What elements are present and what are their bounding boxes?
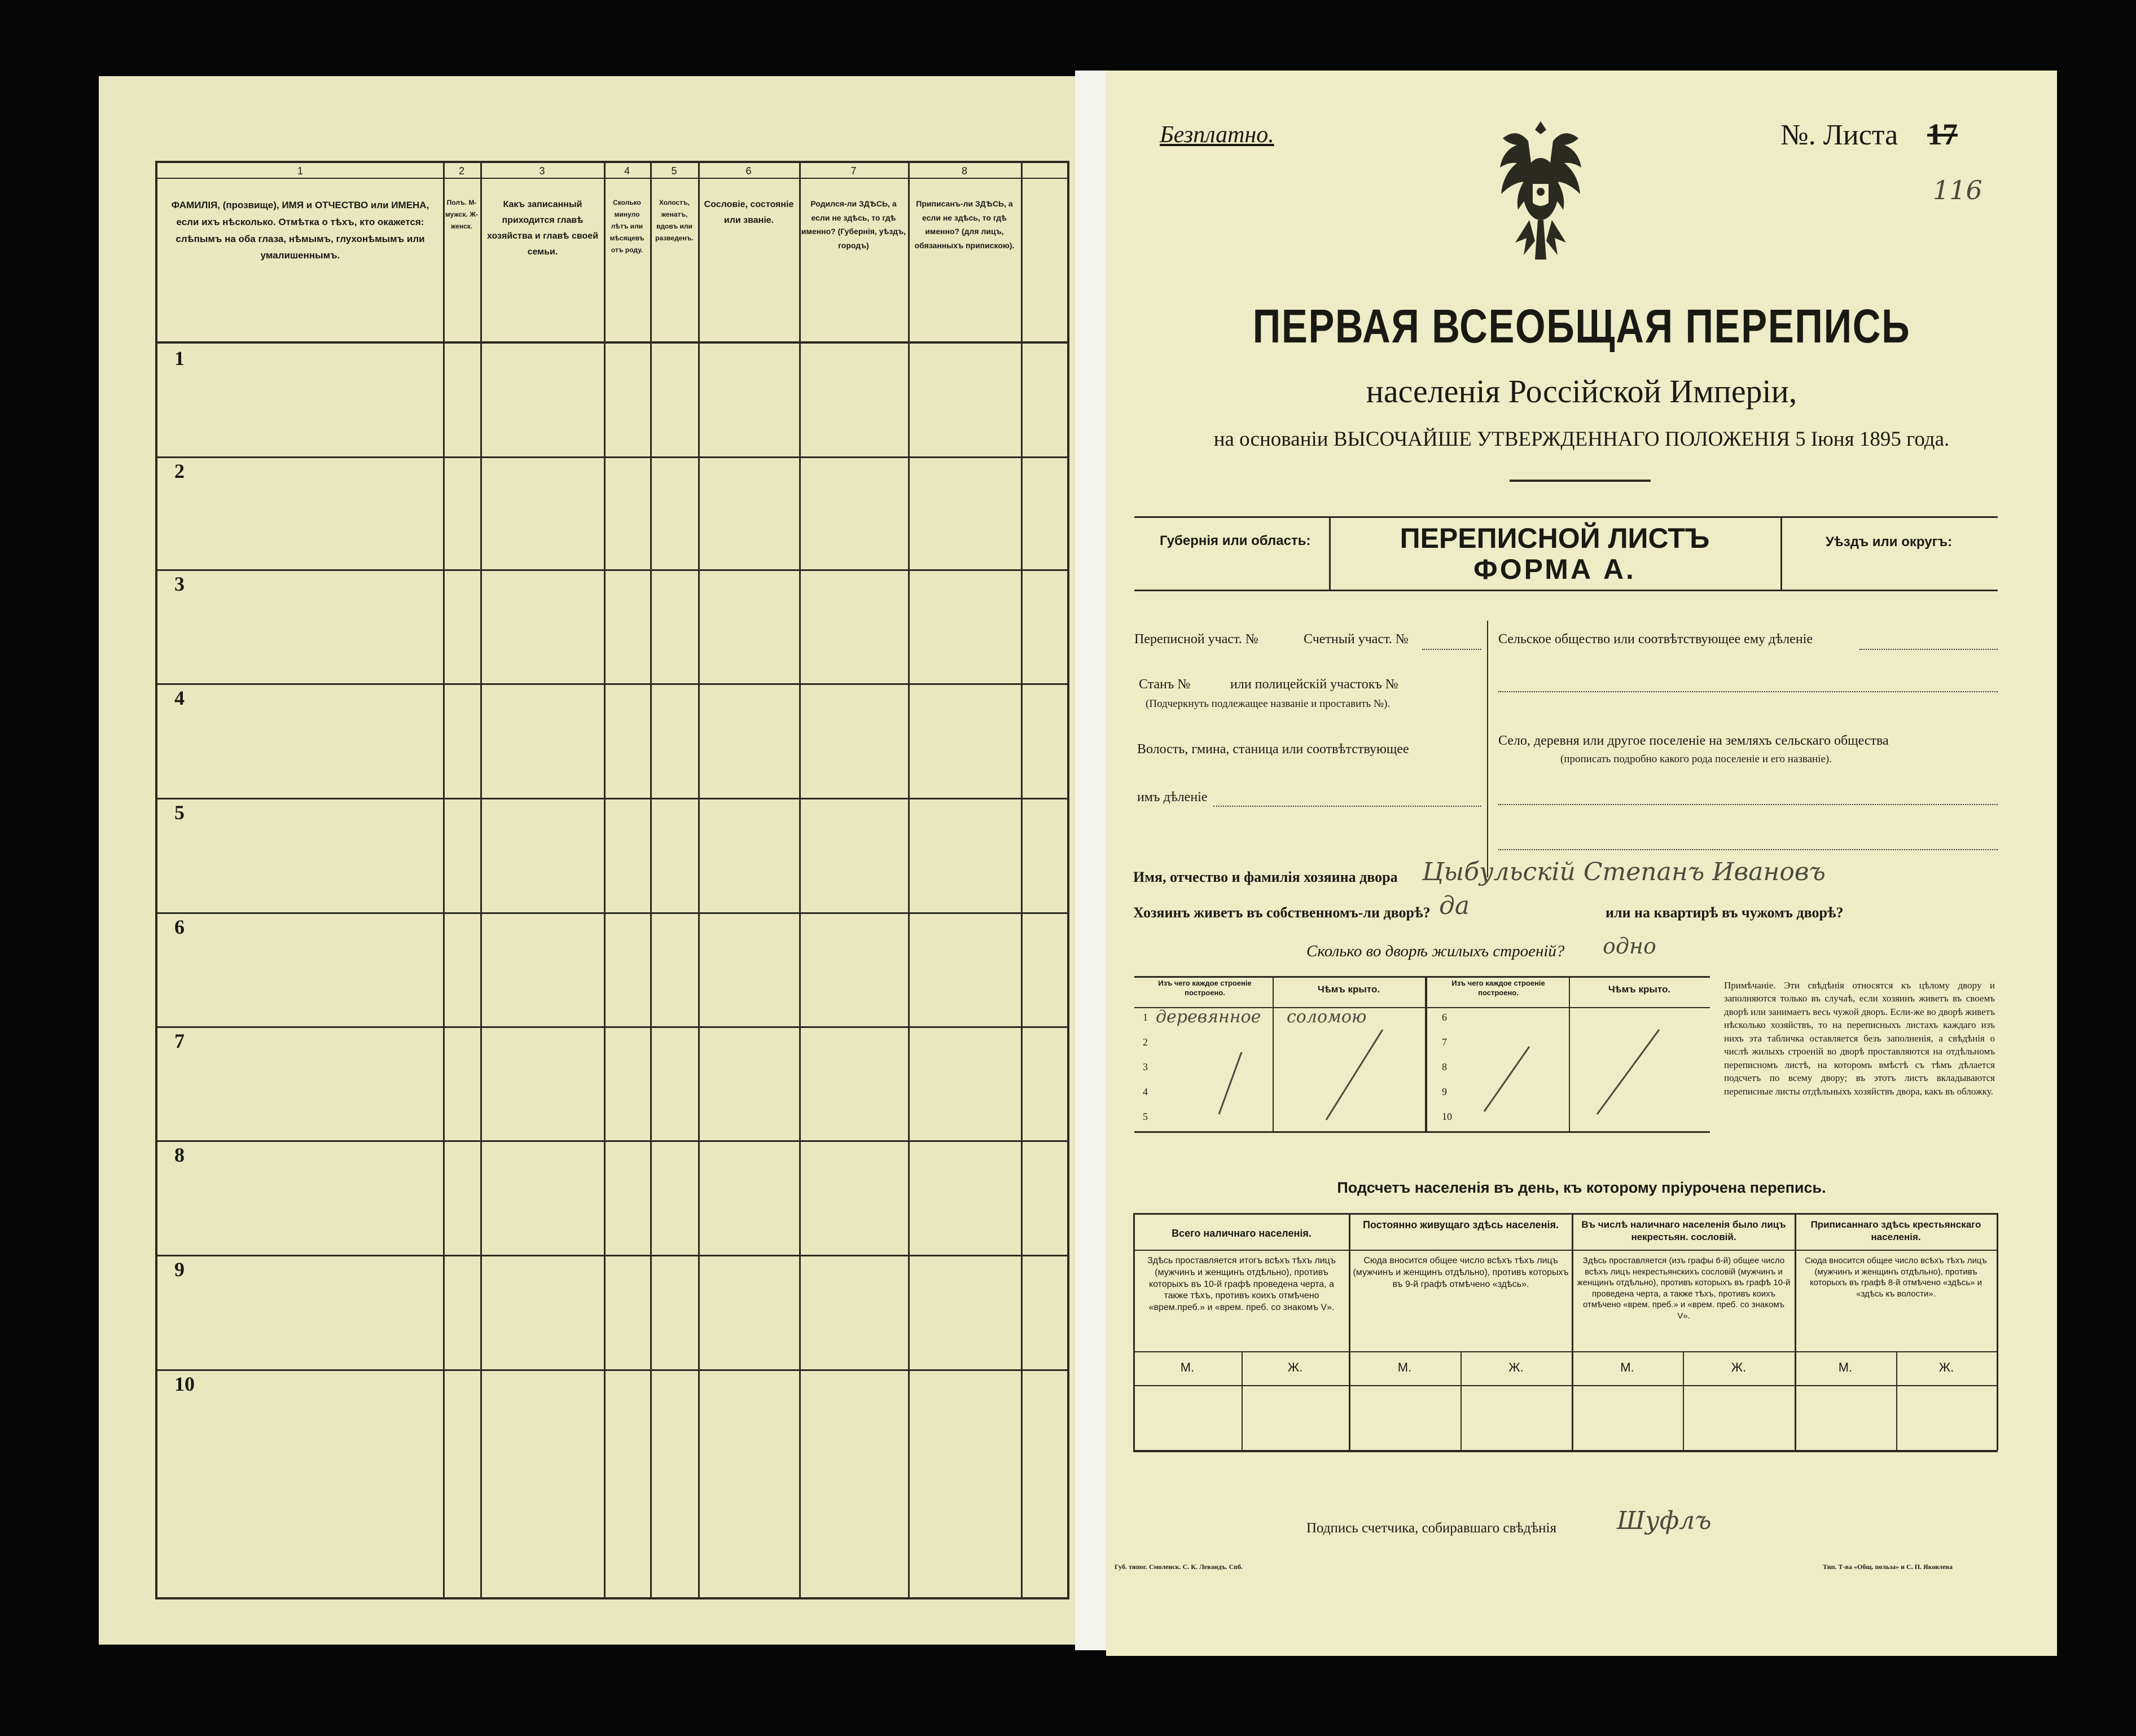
building-roof-head: Чѣмъ крыто. <box>1317 984 1380 995</box>
column-divider <box>908 163 910 1597</box>
tally-sex-line <box>1133 1385 1998 1386</box>
note-text: Примѣчаніе. Эти свѣдѣнія относятся къ цѣлому двору и заполняются только въ случаѣ, если хозяинъ живетъ въ своемъ дворѣ или занимаетъ весь чужой дворъ. Если-же во дворѣ живетъ нѣсколько хозяйствъ, то на переписныхъ листахъ каждаго изъ нихъ эта табличка оставляется безъ заполненія, а свѣдѣнія о числѣ жилыхъ строеній во дворѣ проставляются на отдѣльномъ переписномъ листѣ, на которомъ вмѣстѣ съ тѣмъ дѣлается подсчетъ по всему двору; въ этотъ листъ вкладываются переписные листы отдѣльныхъ хозяйствъ двора, какъ въ обложку. <box>1724 980 1995 1097</box>
sex-female: Ж. <box>1938 1360 1954 1374</box>
village-label: Село, деревня или другое поселеніе на земляхъ сельскаго общества <box>1498 733 1889 748</box>
column-divider <box>799 163 801 1597</box>
column-divider <box>698 163 700 1597</box>
column-number: 4 <box>624 165 630 177</box>
column-number: 7 <box>850 165 857 177</box>
form-bottom-rule <box>1134 590 1998 591</box>
column-divider <box>480 163 482 1597</box>
building-material-head: Изъ чего каждое строеніе построено. <box>1451 979 1545 997</box>
row-line <box>157 798 1067 799</box>
row-number: 3 <box>174 573 185 595</box>
row-line <box>157 1140 1067 1142</box>
printer-right: Тип. Т-ва «Общ. польза» и С. П. Яковлева <box>1823 1563 1953 1571</box>
volost-label: Волость, гмина, станица или соотвѣтствующее <box>1137 742 1409 757</box>
tally-head: Постоянно живущаго здѣсь населенія. <box>1362 1219 1559 1230</box>
sex-female: Ж. <box>1508 1360 1524 1374</box>
district-label: Уѣздъ или округъ: <box>1826 534 1953 550</box>
tally-bottom <box>1133 1450 1998 1452</box>
building-row-number: 5 <box>1143 1111 1148 1122</box>
column-head-birthplace: Родился-ли ЗДѢСЬ, а если не здѣсь, то гдѣ именно? (Губернія, уѣздъ, городъ) <box>801 199 906 250</box>
building-roof-head: Чѣмъ крыто. <box>1608 984 1671 995</box>
column-number: 1 <box>297 165 303 177</box>
dash-strokes <box>1134 1007 1710 1131</box>
dotted-line <box>1498 804 1998 805</box>
sex-female: Ж. <box>1287 1360 1303 1374</box>
division-label: имъ дѣленіе <box>1137 790 1208 805</box>
column-head-sex: Полъ. М-мужск. Ж-женск. <box>445 199 479 230</box>
right-page <box>1106 71 2057 1656</box>
tally-border <box>1133 1213 1135 1450</box>
row-line <box>157 683 1067 685</box>
sex-female: Ж. <box>1731 1360 1747 1374</box>
row-number: 2 <box>174 460 185 482</box>
owner-lives-label: Хозяинъ живетъ въ собственномъ-ли дворѣ? <box>1133 904 1431 921</box>
address-divider <box>1487 621 1488 877</box>
building-row-number: 10 <box>1442 1111 1452 1122</box>
ornament-divider <box>1510 480 1651 482</box>
column-head-estate: Сословіе, состояніе или званіе. <box>704 200 794 225</box>
column-divider <box>1349 1213 1350 1450</box>
row-number: 7 <box>174 1030 185 1052</box>
census-table <box>155 161 1069 1599</box>
form-top-rule <box>1134 516 1998 518</box>
tally-desc: Сюда вносится общее число всѣхъ тѣхъ лицъ (мужчинъ и женщинъ отдѣльно), противъ которыхъ въ 9-й графѣ отмѣчено «здѣсь». <box>1353 1256 1569 1289</box>
tally-desc: Сюда вносится общее число всѣхъ тѣхъ лицъ (мужчинъ и женщинъ отдѣльно), противъ которыхъ въ графѣ 8-й отмѣчено «здѣсь» и «здѣсь къ волости». <box>1805 1256 1987 1299</box>
form-subtitle: ФОРМА А. <box>1473 553 1636 585</box>
tally-head: Въ числѣ наличнаго населенія было лицъ некрестьян. сословій. <box>1581 1219 1786 1243</box>
village-society-label: Сельское общество или соотвѣтствующее ему дѣленіе <box>1498 632 1813 647</box>
tally-title: Подсчетъ населенія въ день, къ которому пріурочена перепись. <box>1337 1179 1826 1196</box>
tally-desc: Здѣсь проставляется итогъ всѣхъ тѣхъ лицъ (мужчинъ и женщинъ отдѣльно), противъ которыхъ въ 10-й графѣ проведена черта, а также тѣхъ, противъ коихъ отмѣчено «врем.преб.» и «врем. преб. со знакомъ V». <box>1147 1256 1336 1313</box>
form-divider <box>1780 516 1782 590</box>
row-line <box>157 1369 1067 1371</box>
dotted-line <box>1498 691 1998 692</box>
apartment-label: или на квартирѣ въ чужомъ дворѣ? <box>1606 904 1844 921</box>
stan-label: Станъ № <box>1139 677 1191 692</box>
counting-section-label: Счетный участ. № <box>1304 632 1409 647</box>
column-divider <box>1795 1213 1796 1450</box>
column-head-age: Сколько минуло лѣтъ или мѣсяцевъ отъ роду. <box>609 199 644 254</box>
row-line <box>157 1026 1067 1028</box>
building-row-number: 4 <box>1143 1086 1148 1097</box>
imperial-eagle-icon <box>1484 116 1597 285</box>
tally-desc: Здѣсь проставляется (изъ графы 6-й) общее число всѣхъ лицъ некрестьянскихъ сословій (мужчинъ и женщинъ отдѣльно), противъ которыхъ въ графѣ 10-й проведена черта, а также тѣхъ, противъ коихъ отмѣчено «врем. преб.» и «врем. преб. со знакомъ V». <box>1577 1256 1791 1321</box>
column-divider <box>1572 1213 1573 1450</box>
building-table-top <box>1134 976 1710 978</box>
column-divider <box>443 163 445 1597</box>
building-row-number: 6 <box>1442 1012 1447 1023</box>
column-divider <box>1021 163 1023 1597</box>
tally-head-line <box>1133 1250 1998 1251</box>
column-head-marital: Холостъ, женатъ, вдовъ или разведенъ. <box>655 199 694 242</box>
building-material-value: деревянное <box>1156 1007 1261 1027</box>
dotted-line <box>1213 806 1481 807</box>
row-line <box>157 456 1067 458</box>
tally-desc-line <box>1133 1351 1998 1352</box>
sheet-label: №. Листа <box>1780 119 1898 151</box>
building-material-head: Изъ чего каждое строеніе построено. <box>1158 979 1252 997</box>
column-divider <box>650 163 652 1597</box>
building-row-number: 9 <box>1442 1086 1447 1097</box>
building-row-number: 2 <box>1143 1036 1148 1048</box>
building-row-number: 8 <box>1442 1061 1447 1073</box>
left-page <box>99 76 1075 1645</box>
printer-left: Губ. типог. Смоленск. С. К. Левандъ. Спб. <box>1115 1563 1243 1571</box>
stan-note: (Подчеркнуть подлежащее названіе и проставить №). <box>1146 698 1391 710</box>
row-line <box>157 912 1067 914</box>
police-label: или полицейскій участокъ № <box>1230 677 1398 692</box>
signature-label: Подпись счетчика, собиравшаго свѣдѣнія <box>1306 1520 1556 1536</box>
free-label: Безплатно. <box>1160 122 1274 148</box>
column-number: 2 <box>458 165 464 177</box>
dotted-line <box>1422 649 1481 650</box>
owner-value: Цыбульскій Степанъ Ивановъ <box>1422 858 1826 886</box>
census-section-label: Переписной участ. № <box>1134 632 1258 647</box>
tally-head: Приписаннаго здѣсь крестьянскаго населенія. <box>1810 1219 1981 1243</box>
dotted-line <box>1859 649 1998 650</box>
village-note: (прописать подробно какого рода поселеніе и его названіе). <box>1560 753 1832 765</box>
row-line <box>157 569 1067 571</box>
row-number: 9 <box>174 1258 185 1281</box>
sex-male: М. <box>1838 1360 1853 1374</box>
row-number: 10 <box>174 1373 195 1395</box>
column-head-registration: Приписанъ-ли ЗДѢСЬ, а если не здѣсь, то гдѣ именно? (для лицъ, обязанныхъ припискою). <box>914 199 1015 250</box>
building-row-number: 3 <box>1143 1061 1148 1073</box>
building-row-number: 1 <box>1143 1012 1148 1023</box>
row-number: 6 <box>174 916 185 938</box>
row-number: 5 <box>174 801 185 824</box>
column-divider <box>604 163 606 1597</box>
form-title: ПЕРЕПИСНОЙ ЛИСТЪ <box>1400 522 1710 554</box>
header-bottom-line <box>157 341 1067 344</box>
title-basis: на основаніи ВЫСОЧАЙШЕ УТВЕРЖДЕННАГО ПОЛОЖЕНІЯ 5 Іюня 1895 года. <box>1213 428 1950 451</box>
column-head-name: ФАМИЛІЯ, (прозвище), ИМЯ и ОТЧЕСТВО или ИМЕНА, если ихъ нѣсколько. Отмѣтка о тѣхъ, кто окажется: слѣпымъ на оба глаза, нѣмымъ, глухонѣмымъ или умалишеннымъ. <box>171 200 429 261</box>
tally-top <box>1133 1213 1998 1215</box>
page-divider <box>1075 71 1106 1650</box>
sheet-number-crossed: 17 <box>1927 117 1958 151</box>
owner-label: Имя, отчество и фамилія хозяина двора <box>1133 869 1398 885</box>
sex-male: М. <box>1180 1360 1195 1374</box>
tally-border <box>1997 1213 1998 1450</box>
sex-male: М. <box>1397 1360 1412 1374</box>
building-table-bottom <box>1134 1131 1710 1133</box>
sheet-number-hand: 116 <box>1933 175 1983 205</box>
column-number: 5 <box>671 165 677 177</box>
row-line <box>157 1255 1067 1256</box>
row-number: 1 <box>174 347 185 370</box>
buildings-value: одно <box>1603 934 1656 959</box>
row-number: 8 <box>174 1144 185 1166</box>
building-row-number: 7 <box>1442 1036 1447 1048</box>
dotted-line <box>1498 849 1998 850</box>
signature-value: Шуфлъ <box>1617 1506 1712 1535</box>
column-head-relation: Какъ записанный приходится главѣ хозяйства и главѣ своей семьи. <box>486 200 599 257</box>
province-label: Губернія или область: <box>1160 533 1311 548</box>
owner-lives-value: да <box>1439 891 1470 920</box>
column-number: 8 <box>961 165 967 177</box>
tally-head: Всего наличнаго населенія. <box>1172 1228 1312 1239</box>
row-number: 4 <box>174 687 185 709</box>
column-number: 3 <box>539 165 545 177</box>
header-number-line <box>157 178 1067 179</box>
title-sub: населенія Россійской Имперіи, <box>1366 373 1797 410</box>
column-number: 6 <box>745 165 752 177</box>
building-roof-value: соломою <box>1287 1007 1367 1027</box>
buildings-label: Сколько во дворѣ жилыхъ строеній? <box>1306 942 1565 960</box>
title-main: ПЕРВАЯ ВСЕОБЩАЯ ПЕРЕПИСЬ <box>1252 300 1911 353</box>
sex-male: М. <box>1620 1360 1634 1374</box>
